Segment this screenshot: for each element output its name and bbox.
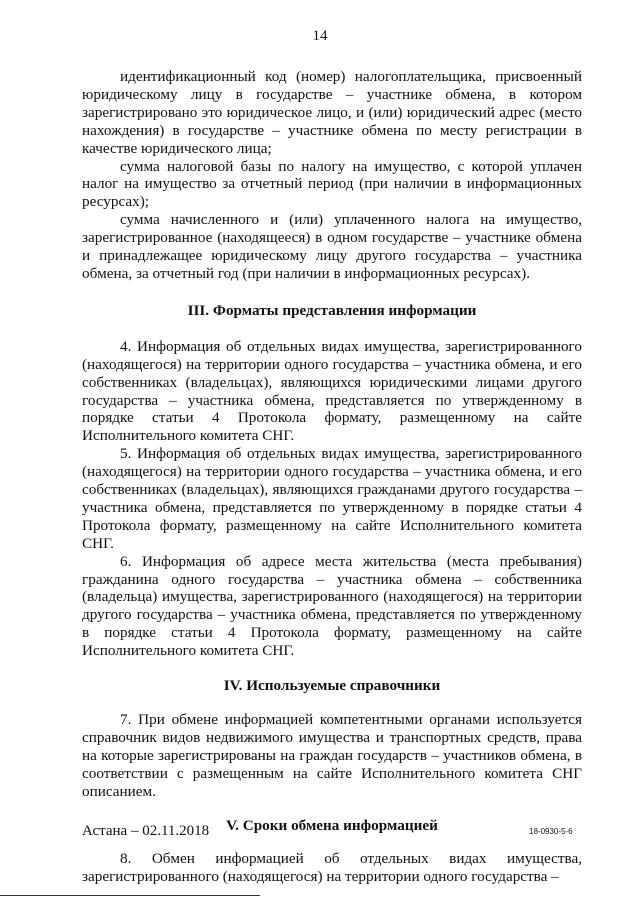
- footer-doc-code: 18-0930-5-6: [529, 827, 573, 836]
- section-5-heading: V. Сроки обмена информацией: [226, 816, 438, 834]
- page-number: 14: [312, 28, 328, 44]
- footer-place-date: Астана – 02.11.2018: [82, 823, 210, 839]
- section-3-heading: III. Форматы представления информации: [187, 301, 477, 319]
- paragraph-intro-3: сумма начисленного и (или) уплаченного налога на имущество, зарегистрированное (находящееся) в одном государстве – участнике обмена и принадлежащее юридическому лицу другого государства – участника обмена, за отчетный год (при наличии в информационных ресурсах).: [82, 211, 582, 282]
- section-4-heading: IV. Используемые справочники: [223, 677, 441, 695]
- paragraph-intro-1: идентификационный код (номер) налогоплательщика, присвоенный юридическому лицу в государстве – участнике обмена, в котором зарегистрировано это юридическое лицо, и (или) юридический адрес (место нахождения) в государстве – участнике обмена по месту регистрации в качестве юридического лица;: [82, 68, 582, 157]
- paragraph-8: 8. Обмен информацией об отдельных видах имущества, зарегистрированного (находящегося) на территории одного государства –: [82, 850, 582, 886]
- document-body: [82, 68, 582, 886]
- paragraph-4: 4. Информация об отдельных видах имущества, зарегистрированного (находящегося) на территории одного государства – участника обмена, и его собственниках (владельцах), являющихся юридическими лицами другого государства – участника обмена, представляется по утвержденному в порядке статьи 4 Протокола формату, размещенному на сайте Исполнительного комитета СНГ.: [82, 337, 582, 445]
- paragraph-intro-2: сумма налоговой базы по налогу на имущество, с которой уплачен налог на имущество за отчетный период (при наличии в информационных ресурсах);: [82, 157, 582, 211]
- paragraph-5: 5. Информация об отдельных видах имущества, зарегистрированного (находящегося) на территории одного государства – участника обмена, и его собственниках (владельцах), являющихся гражданами другого государства – участника обмена, представляется по утвержденному в порядке статьи 4 Протокола формату, размещенному на сайте Исполнительного комитета СНГ.: [82, 445, 582, 552]
- paragraph-6: 6. Информация об адресе места жительства (места пребывания) гражданина одного государства – участника обмена – собственника (владельца) имущества, зарегистрированного (находящегося) на территории другого государства – участника обмена, представляется по утвержденному в порядке статьи 4 Протокола формату, размещенному на сайте Исполнительного комитета СНГ.: [82, 552, 582, 660]
- bottom-divider: [0, 895, 260, 896]
- paragraph-7: 7. При обмене информацией компетентными органами используется справочник видов недвижимого имущества и транспортных средств, права на которые зарегистрированы на граждан государств – участников обмена, в соответствии с размещенным на сайте Исполнительного комитета СНГ описанием.: [82, 711, 582, 800]
